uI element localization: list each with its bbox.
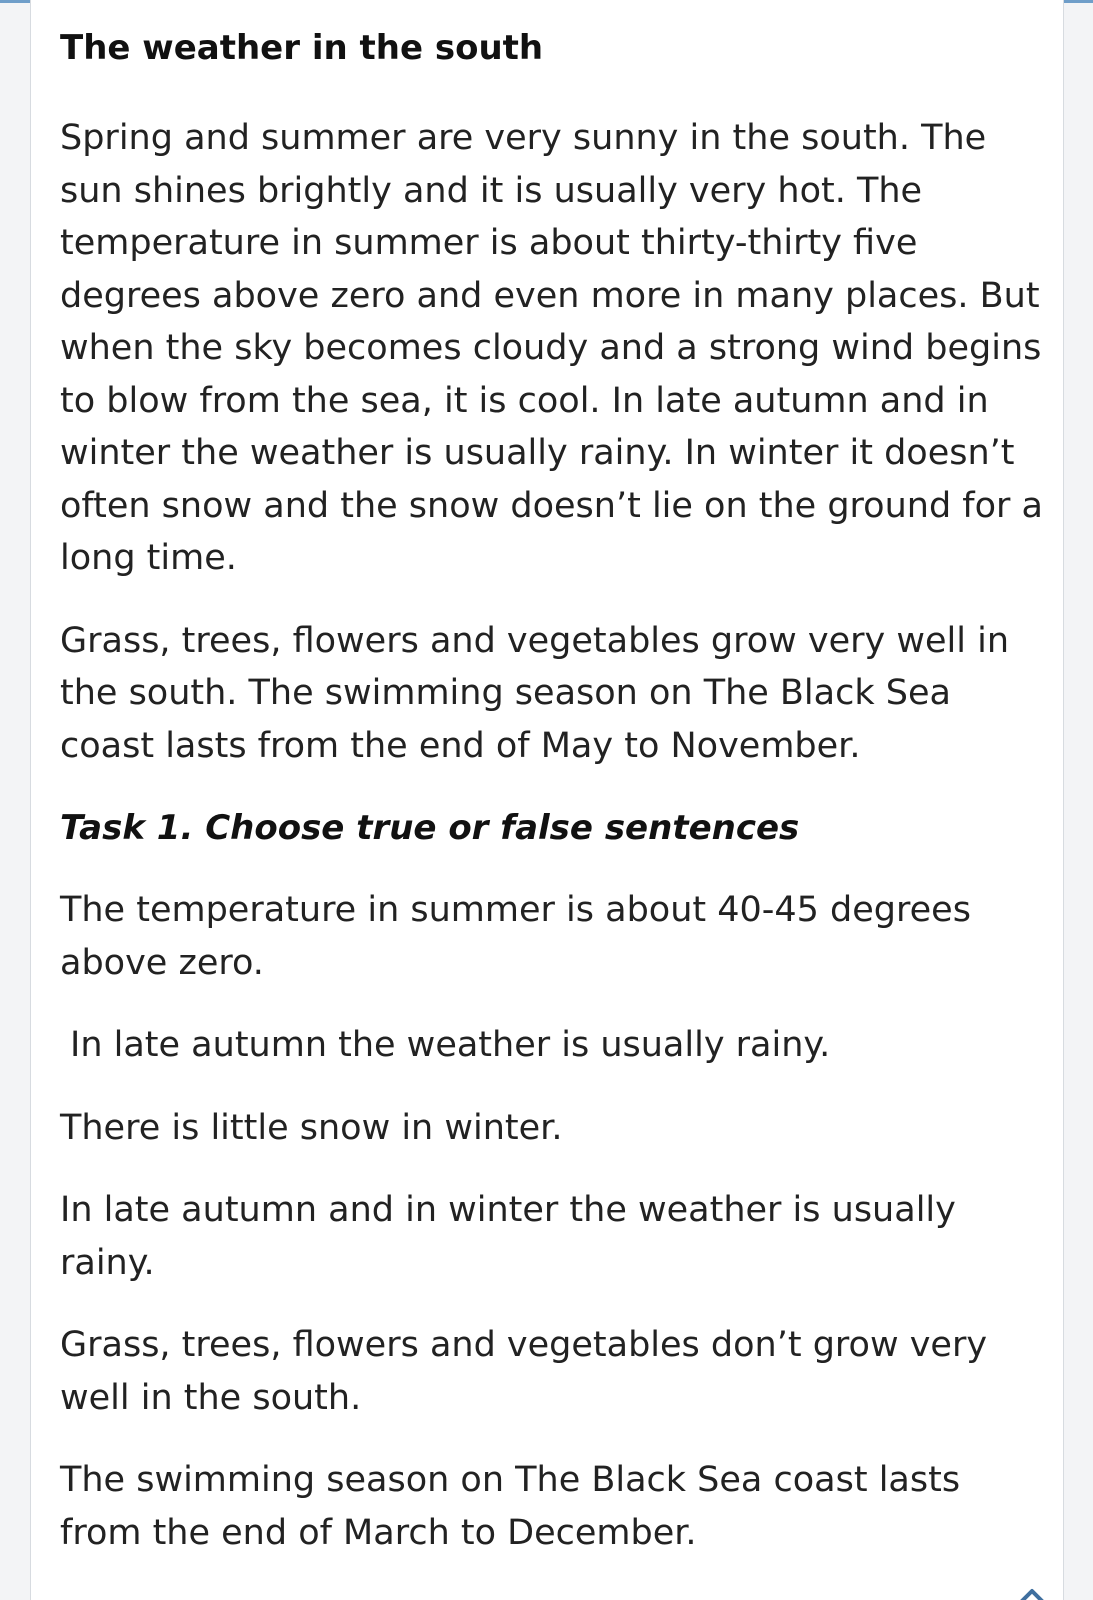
chevron-up-icon[interactable] (1017, 1582, 1047, 1600)
task-sentence-5: Grass, trees, flowers and vegetables don’t grow very well in the south. (60, 1325, 988, 1418)
task-sentence-1: The temperature in summer is about 40-45 degrees above zero. (60, 890, 971, 983)
task-sentence-3: There is little snow in winter. (60, 1107, 563, 1148)
task-sentence-6: The swimming season on The Black Sea coast lasts from the end of March to December. (60, 1460, 961, 1553)
paragraph-nature: Grass, trees, flowers and vegetables grow very well in the south. The swimming season on The Black Sea coast lasts from the end of May to November. (60, 620, 1010, 766)
article-card (30, 0, 1064, 1600)
task-sentence-2: In late autumn the weather is usually rainy. (70, 1025, 831, 1065)
task-heading: Task 1. Choose true or false sentences (60, 808, 800, 848)
paragraph-weather: Spring and summer are very sunny in the south. The sun shines brightly and it is usually very hot. The temperature in summer is about thirty-thirty five degrees above zero and even more in many places. But when the sky becomes cloudy and a strong wind begins to blow from the sea, it is cool. In late autumn and in winter the weather is usually rainy. In winter it doesn’t often snow and the snow doesn’t lie on the ground for a long time. (60, 118, 1043, 578)
article-title: The weather in the south (60, 28, 544, 68)
task-sentence-4: In late autumn and in winter the weather is usually rainy. (60, 1190, 956, 1283)
article-content (60, 22, 1050, 1559)
